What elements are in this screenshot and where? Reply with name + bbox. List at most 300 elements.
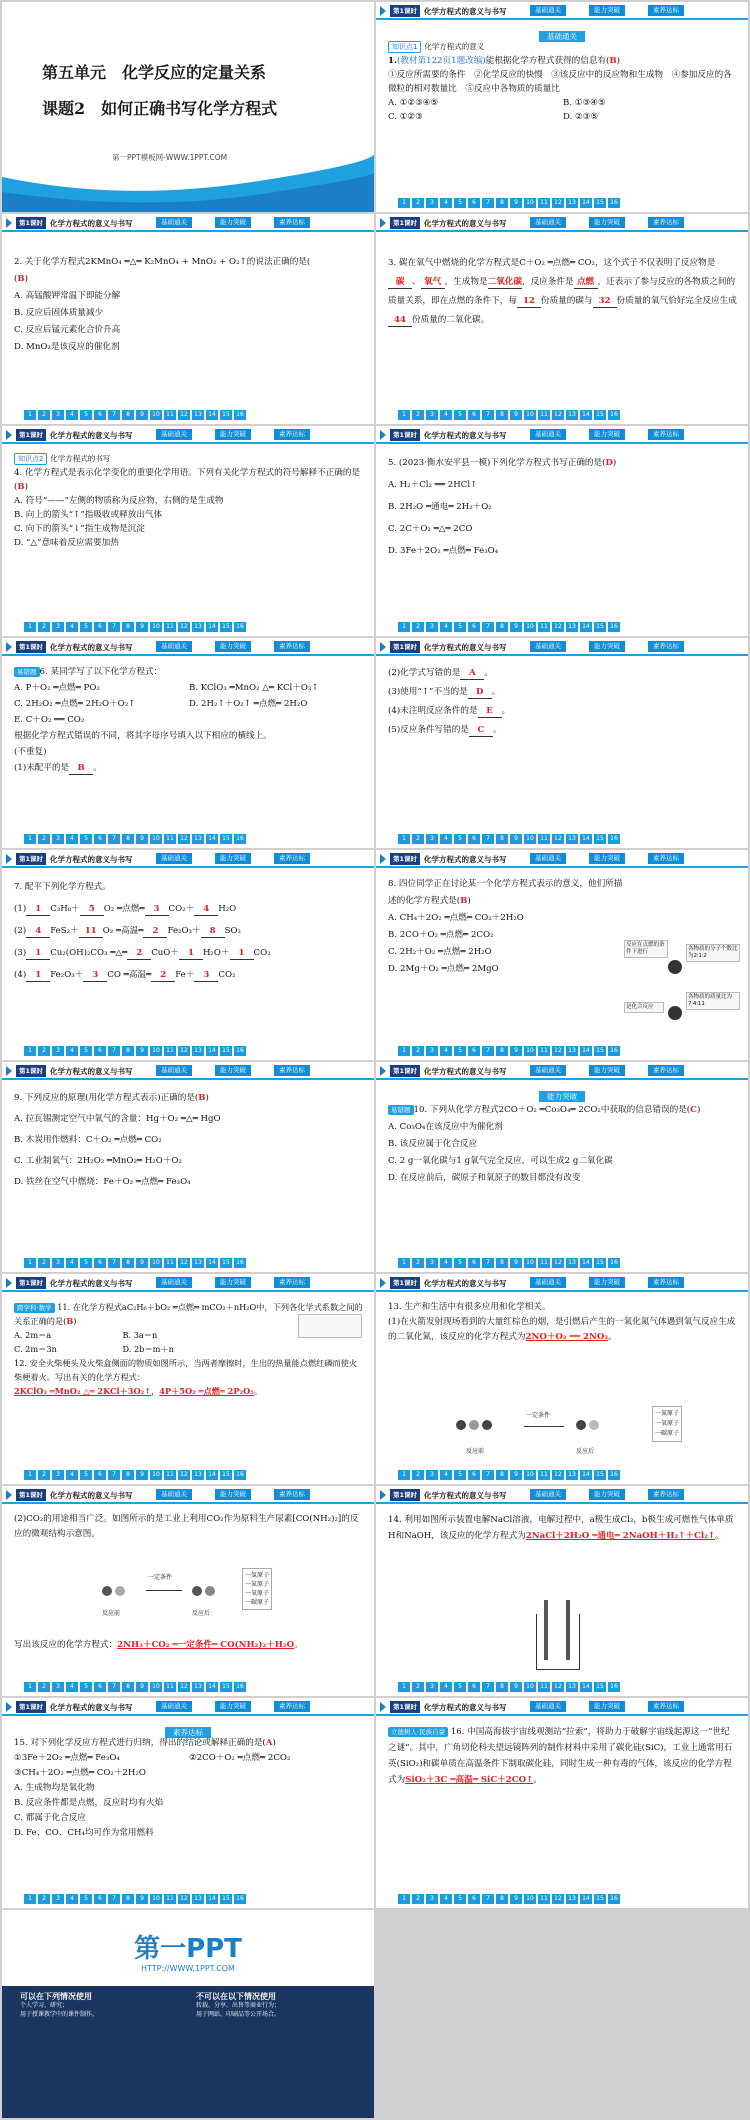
page-button[interactable]: 8 <box>122 410 134 420</box>
page-button[interactable]: 7 <box>482 1682 494 1692</box>
page-button[interactable]: 7 <box>108 622 120 632</box>
page-button[interactable]: 1 <box>398 1046 410 1056</box>
page-button[interactable]: 2 <box>38 834 50 844</box>
page-button[interactable]: 7 <box>482 622 494 632</box>
tab-basic[interactable]: 基础通关 <box>530 1489 566 1500</box>
page-button[interactable]: 7 <box>482 1470 494 1480</box>
tab-ability[interactable]: 能力突破 <box>589 1701 625 1712</box>
page-button[interactable]: 7 <box>482 834 494 844</box>
page-button[interactable]: 1 <box>24 1046 36 1056</box>
page-button[interactable]: 13 <box>566 1046 578 1056</box>
page-button[interactable]: 11 <box>164 1258 176 1268</box>
page-button[interactable]: 8 <box>496 622 508 632</box>
page-button[interactable]: 10 <box>150 1046 162 1056</box>
page-button[interactable]: 6 <box>94 1894 106 1904</box>
page-button[interactable]: 15 <box>220 410 232 420</box>
page-button[interactable]: 6 <box>468 1258 480 1268</box>
page-button[interactable]: 13 <box>192 1046 204 1056</box>
page-button[interactable]: 15 <box>594 1894 606 1904</box>
page-button[interactable]: 14 <box>206 1894 218 1904</box>
page-button[interactable]: 3 <box>426 410 438 420</box>
tab-basic[interactable]: 基础通关 <box>156 1065 192 1076</box>
page-button[interactable]: 15 <box>594 410 606 420</box>
page-button[interactable]: 5 <box>454 1682 466 1692</box>
page-button[interactable]: 1 <box>398 198 410 208</box>
page-button[interactable]: 6 <box>94 1258 106 1268</box>
page-button[interactable]: 14 <box>580 1682 592 1692</box>
tab-literacy[interactable]: 素养达标 <box>274 1277 310 1288</box>
page-button[interactable]: 13 <box>566 1470 578 1480</box>
page-button[interactable]: 14 <box>206 1470 218 1480</box>
page-button[interactable]: 3 <box>426 1894 438 1904</box>
page-button[interactable]: 13 <box>566 622 578 632</box>
page-button[interactable]: 14 <box>580 1894 592 1904</box>
page-button[interactable]: 7 <box>482 410 494 420</box>
page-button[interactable]: 11 <box>538 622 550 632</box>
page-button[interactable]: 9 <box>136 1258 148 1268</box>
page-button[interactable]: 11 <box>164 622 176 632</box>
page-button[interactable]: 10 <box>150 1470 162 1480</box>
page-button[interactable]: 13 <box>192 1470 204 1480</box>
page-button[interactable]: 9 <box>510 1470 522 1480</box>
page-button[interactable]: 10 <box>524 1046 536 1056</box>
page-button[interactable]: 9 <box>510 198 522 208</box>
page-button[interactable]: 16 <box>234 1046 246 1056</box>
page-button[interactable]: 1 <box>24 1894 36 1904</box>
page-button[interactable]: 3 <box>52 410 64 420</box>
tab-basic[interactable]: 基础通关 <box>530 641 566 652</box>
page-button[interactable]: 16 <box>234 1682 246 1692</box>
page-button[interactable]: 2 <box>38 1894 50 1904</box>
page-button[interactable]: 12 <box>178 1046 190 1056</box>
tab-basic[interactable]: 基础通关 <box>156 853 192 864</box>
page-button[interactable]: 3 <box>52 1046 64 1056</box>
tab-literacy[interactable]: 素养达标 <box>274 641 310 652</box>
page-button[interactable]: 15 <box>220 1258 232 1268</box>
tab-basic[interactable]: 基础通关 <box>156 429 192 440</box>
page-button[interactable]: 14 <box>206 622 218 632</box>
page-button[interactable]: 10 <box>524 622 536 632</box>
page-button[interactable]: 11 <box>164 1894 176 1904</box>
page-button[interactable]: 9 <box>510 834 522 844</box>
page-button[interactable]: 15 <box>594 1682 606 1692</box>
page-button[interactable]: 4 <box>440 834 452 844</box>
tab-basic[interactable]: 基础通关 <box>530 429 566 440</box>
tab-ability[interactable]: 能力突破 <box>589 5 625 16</box>
page-button[interactable]: 1 <box>24 1470 36 1480</box>
tab-literacy[interactable]: 素养达标 <box>648 1489 684 1500</box>
page-button[interactable]: 14 <box>580 622 592 632</box>
tab-ability[interactable]: 能力突破 <box>215 853 251 864</box>
page-button[interactable]: 15 <box>220 834 232 844</box>
page-button[interactable]: 13 <box>192 622 204 632</box>
page-button[interactable]: 8 <box>496 410 508 420</box>
page-button[interactable]: 9 <box>510 1682 522 1692</box>
page-button[interactable]: 1 <box>24 834 36 844</box>
page-button[interactable]: 16 <box>234 622 246 632</box>
page-button[interactable]: 16 <box>608 1258 620 1268</box>
page-button[interactable]: 3 <box>52 622 64 632</box>
page-button[interactable]: 7 <box>108 1470 120 1480</box>
page-button[interactable]: 14 <box>206 1046 218 1056</box>
page-button[interactable]: 9 <box>136 1894 148 1904</box>
page-button[interactable]: 2 <box>38 1046 50 1056</box>
page-button[interactable]: 3 <box>426 198 438 208</box>
page-button[interactable]: 4 <box>66 1894 78 1904</box>
page-button[interactable]: 3 <box>426 622 438 632</box>
page-button[interactable]: 6 <box>94 1470 106 1480</box>
page-button[interactable]: 8 <box>496 1894 508 1904</box>
tab-ability[interactable]: 能力突破 <box>215 1065 251 1076</box>
page-button[interactable]: 13 <box>566 1258 578 1268</box>
page-button[interactable]: 3 <box>426 1470 438 1480</box>
tab-basic[interactable]: 基础通关 <box>156 641 192 652</box>
page-button[interactable]: 4 <box>66 1682 78 1692</box>
page-button[interactable]: 5 <box>454 834 466 844</box>
tab-basic[interactable]: 基础通关 <box>530 1065 566 1076</box>
page-button[interactable]: 5 <box>80 1258 92 1268</box>
page-button[interactable]: 4 <box>440 1258 452 1268</box>
page-button[interactable]: 2 <box>412 1258 424 1268</box>
tab-literacy[interactable]: 素养达标 <box>274 429 310 440</box>
tab-ability[interactable]: 能力突破 <box>215 1489 251 1500</box>
page-button[interactable]: 11 <box>538 1894 550 1904</box>
page-button[interactable]: 13 <box>566 1682 578 1692</box>
page-button[interactable]: 15 <box>220 622 232 632</box>
page-button[interactable]: 16 <box>234 1258 246 1268</box>
page-button[interactable]: 2 <box>412 622 424 632</box>
page-button[interactable]: 13 <box>192 1894 204 1904</box>
page-button[interactable]: 2 <box>412 1682 424 1692</box>
page-button[interactable]: 12 <box>552 1046 564 1056</box>
page-button[interactable]: 4 <box>440 410 452 420</box>
tab-literacy[interactable]: 素养达标 <box>648 1065 684 1076</box>
page-button[interactable]: 1 <box>398 1682 410 1692</box>
page-button[interactable]: 8 <box>122 1470 134 1480</box>
tab-basic[interactable]: 基础通关 <box>156 1489 192 1500</box>
tab-literacy[interactable]: 素养达标 <box>274 1701 310 1712</box>
page-button[interactable]: 7 <box>108 834 120 844</box>
page-button[interactable]: 12 <box>552 1682 564 1692</box>
tab-basic[interactable]: 基础通关 <box>530 217 566 228</box>
page-button[interactable]: 6 <box>94 410 106 420</box>
page-button[interactable]: 8 <box>122 1258 134 1268</box>
page-button[interactable]: 11 <box>164 1046 176 1056</box>
tab-ability[interactable]: 能力突破 <box>589 853 625 864</box>
page-button[interactable]: 3 <box>426 1682 438 1692</box>
page-button[interactable]: 15 <box>594 834 606 844</box>
page-button[interactable]: 14 <box>206 410 218 420</box>
page-button[interactable]: 12 <box>178 410 190 420</box>
page-button[interactable]: 16 <box>608 622 620 632</box>
page-button[interactable]: 1 <box>398 622 410 632</box>
page-button[interactable]: 14 <box>580 198 592 208</box>
page-button[interactable]: 1 <box>24 1258 36 1268</box>
page-button[interactable]: 8 <box>496 198 508 208</box>
page-button[interactable]: 6 <box>94 1046 106 1056</box>
page-button[interactable]: 14 <box>206 1258 218 1268</box>
page-button[interactable]: 12 <box>552 834 564 844</box>
page-button[interactable]: 6 <box>468 410 480 420</box>
tab-basic[interactable]: 基础通关 <box>156 217 192 228</box>
page-button[interactable]: 10 <box>150 410 162 420</box>
page-button[interactable]: 9 <box>136 622 148 632</box>
page-button[interactable]: 12 <box>552 410 564 420</box>
page-button[interactable]: 1 <box>398 1470 410 1480</box>
page-button[interactable]: 7 <box>482 1258 494 1268</box>
page-button[interactable]: 9 <box>510 410 522 420</box>
page-button[interactable]: 3 <box>52 1258 64 1268</box>
tab-basic[interactable]: 基础通关 <box>530 1701 566 1712</box>
page-button[interactable]: 10 <box>150 1682 162 1692</box>
page-button[interactable]: 14 <box>580 834 592 844</box>
page-button[interactable]: 13 <box>566 1894 578 1904</box>
page-button[interactable]: 7 <box>108 1258 120 1268</box>
page-button[interactable]: 3 <box>52 1470 64 1480</box>
page-button[interactable]: 8 <box>496 1046 508 1056</box>
page-button[interactable]: 14 <box>206 834 218 844</box>
page-button[interactable]: 6 <box>468 1682 480 1692</box>
page-button[interactable]: 15 <box>220 1682 232 1692</box>
page-button[interactable]: 7 <box>482 1894 494 1904</box>
page-button[interactable]: 2 <box>412 834 424 844</box>
page-button[interactable]: 5 <box>80 1894 92 1904</box>
page-button[interactable]: 5 <box>80 622 92 632</box>
tab-literacy[interactable]: 素养达标 <box>274 1489 310 1500</box>
page-button[interactable]: 4 <box>440 622 452 632</box>
page-button[interactable]: 15 <box>220 1894 232 1904</box>
page-button[interactable]: 6 <box>94 622 106 632</box>
tab-literacy[interactable]: 素养达标 <box>648 217 684 228</box>
page-button[interactable]: 16 <box>608 410 620 420</box>
tab-ability[interactable]: 能力突破 <box>215 429 251 440</box>
page-button[interactable]: 4 <box>66 622 78 632</box>
page-button[interactable]: 7 <box>108 1046 120 1056</box>
page-button[interactable]: 16 <box>234 1470 246 1480</box>
page-button[interactable]: 2 <box>412 1894 424 1904</box>
page-button[interactable]: 14 <box>580 1470 592 1480</box>
page-button[interactable]: 12 <box>178 622 190 632</box>
page-button[interactable]: 12 <box>552 1470 564 1480</box>
page-button[interactable]: 8 <box>122 1046 134 1056</box>
page-button[interactable]: 16 <box>608 1470 620 1480</box>
page-button[interactable]: 13 <box>192 410 204 420</box>
page-button[interactable]: 10 <box>524 1258 536 1268</box>
page-button[interactable]: 14 <box>580 1046 592 1056</box>
page-button[interactable]: 6 <box>468 622 480 632</box>
page-button[interactable]: 4 <box>440 1470 452 1480</box>
page-button[interactable]: 12 <box>178 1682 190 1692</box>
page-button[interactable]: 9 <box>510 1894 522 1904</box>
page-button[interactable]: 8 <box>496 1682 508 1692</box>
page-button[interactable]: 7 <box>108 1894 120 1904</box>
page-button[interactable]: 16 <box>608 834 620 844</box>
page-button[interactable]: 6 <box>468 1894 480 1904</box>
page-button[interactable]: 10 <box>150 834 162 844</box>
tab-literacy[interactable]: 素养达标 <box>274 853 310 864</box>
page-button[interactable]: 11 <box>538 1046 550 1056</box>
page-button[interactable]: 12 <box>552 1894 564 1904</box>
page-button[interactable]: 1 <box>24 622 36 632</box>
tab-literacy[interactable]: 素养达标 <box>274 217 310 228</box>
page-button[interactable]: 10 <box>524 1894 536 1904</box>
page-button[interactable]: 1 <box>398 834 410 844</box>
page-button[interactable]: 5 <box>80 1470 92 1480</box>
page-button[interactable]: 5 <box>80 834 92 844</box>
page-button[interactable]: 2 <box>38 1258 50 1268</box>
page-button[interactable]: 4 <box>440 1894 452 1904</box>
page-button[interactable]: 2 <box>38 410 50 420</box>
page-button[interactable]: 7 <box>108 1682 120 1692</box>
page-button[interactable]: 7 <box>482 1046 494 1056</box>
page-button[interactable]: 1 <box>398 410 410 420</box>
page-button[interactable]: 11 <box>538 1258 550 1268</box>
page-button[interactable]: 15 <box>594 1046 606 1056</box>
page-button[interactable]: 8 <box>122 834 134 844</box>
page-button[interactable]: 12 <box>178 1894 190 1904</box>
page-button[interactable]: 5 <box>454 1258 466 1268</box>
page-button[interactable]: 9 <box>136 410 148 420</box>
tab-literacy[interactable]: 素养达标 <box>648 1277 684 1288</box>
page-button[interactable]: 3 <box>426 1046 438 1056</box>
page-button[interactable]: 10 <box>524 198 536 208</box>
tab-ability[interactable]: 能力突破 <box>589 641 625 652</box>
page-button[interactable]: 8 <box>122 1682 134 1692</box>
page-button[interactable]: 6 <box>468 1046 480 1056</box>
tab-basic[interactable]: 基础通关 <box>156 1701 192 1712</box>
tab-basic[interactable]: 基础通关 <box>156 1277 192 1288</box>
page-button[interactable]: 2 <box>38 1470 50 1480</box>
page-button[interactable]: 16 <box>234 834 246 844</box>
page-button[interactable]: 16 <box>234 1894 246 1904</box>
tab-literacy[interactable]: 素养达标 <box>648 1701 684 1712</box>
page-button[interactable]: 3 <box>52 1894 64 1904</box>
page-button[interactable]: 1 <box>24 1682 36 1692</box>
page-button[interactable]: 5 <box>80 1682 92 1692</box>
page-button[interactable]: 11 <box>164 1470 176 1480</box>
tab-basic[interactable]: 基础通关 <box>530 5 566 16</box>
page-button[interactable]: 10 <box>150 622 162 632</box>
page-button[interactable]: 16 <box>608 1046 620 1056</box>
page-button[interactable]: 7 <box>482 198 494 208</box>
page-button[interactable]: 8 <box>496 1470 508 1480</box>
page-button[interactable]: 8 <box>122 1894 134 1904</box>
tab-literacy[interactable]: 素养达标 <box>648 429 684 440</box>
page-button[interactable]: 11 <box>164 410 176 420</box>
page-button[interactable]: 1 <box>398 1258 410 1268</box>
page-button[interactable]: 12 <box>178 1470 190 1480</box>
page-button[interactable]: 16 <box>234 410 246 420</box>
tab-basic[interactable]: 基础通关 <box>530 853 566 864</box>
page-button[interactable]: 14 <box>580 1258 592 1268</box>
tab-ability[interactable]: 能力突破 <box>589 1489 625 1500</box>
page-button[interactable]: 11 <box>538 1682 550 1692</box>
page-button[interactable]: 4 <box>66 1470 78 1480</box>
page-button[interactable]: 8 <box>496 1258 508 1268</box>
page-button[interactable]: 9 <box>510 1258 522 1268</box>
tab-ability[interactable]: 能力突破 <box>215 1701 251 1712</box>
tab-ability[interactable]: 能力突破 <box>215 641 251 652</box>
page-button[interactable]: 1 <box>24 410 36 420</box>
page-button[interactable]: 4 <box>66 1046 78 1056</box>
page-button[interactable]: 6 <box>468 1470 480 1480</box>
page-button[interactable]: 6 <box>468 198 480 208</box>
page-button[interactable]: 11 <box>164 1682 176 1692</box>
tab-literacy[interactable]: 素养达标 <box>648 5 684 16</box>
page-button[interactable]: 15 <box>594 1258 606 1268</box>
page-button[interactable]: 4 <box>440 1682 452 1692</box>
tab-literacy[interactable]: 素养达标 <box>648 641 684 652</box>
page-button[interactable]: 12 <box>178 1258 190 1268</box>
page-button[interactable]: 10 <box>150 1894 162 1904</box>
tab-ability[interactable]: 能力突破 <box>589 1277 625 1288</box>
page-button[interactable]: 2 <box>38 622 50 632</box>
page-button[interactable]: 5 <box>454 410 466 420</box>
page-button[interactable]: 9 <box>510 1046 522 1056</box>
page-button[interactable]: 14 <box>206 1682 218 1692</box>
page-button[interactable]: 5 <box>454 1046 466 1056</box>
page-button[interactable]: 13 <box>566 834 578 844</box>
page-button[interactable]: 10 <box>150 1258 162 1268</box>
tab-literacy[interactable]: 素养达标 <box>648 853 684 864</box>
page-button[interactable]: 13 <box>192 834 204 844</box>
page-button[interactable]: 9 <box>510 622 522 632</box>
page-button[interactable]: 6 <box>94 1682 106 1692</box>
page-button[interactable]: 15 <box>594 198 606 208</box>
page-button[interactable]: 4 <box>440 198 452 208</box>
page-button[interactable]: 15 <box>220 1470 232 1480</box>
page-button[interactable]: 16 <box>608 198 620 208</box>
tab-literacy[interactable]: 素养达标 <box>274 1065 310 1076</box>
page-button[interactable]: 2 <box>38 1682 50 1692</box>
page-button[interactable]: 3 <box>52 834 64 844</box>
page-button[interactable]: 15 <box>220 1046 232 1056</box>
page-button[interactable]: 10 <box>524 1470 536 1480</box>
page-button[interactable]: 10 <box>524 834 536 844</box>
page-button[interactable]: 5 <box>454 198 466 208</box>
page-button[interactable]: 5 <box>80 1046 92 1056</box>
page-button[interactable]: 13 <box>192 1682 204 1692</box>
page-button[interactable]: 11 <box>538 198 550 208</box>
page-button[interactable]: 12 <box>178 834 190 844</box>
page-button[interactable]: 2 <box>412 1470 424 1480</box>
page-button[interactable]: 11 <box>538 1470 550 1480</box>
page-button[interactable]: 16 <box>608 1682 620 1692</box>
page-button[interactable]: 12 <box>552 622 564 632</box>
page-button[interactable]: 15 <box>594 1470 606 1480</box>
page-button[interactable]: 6 <box>468 834 480 844</box>
page-button[interactable]: 16 <box>608 1894 620 1904</box>
tab-ability[interactable]: 能力突破 <box>589 217 625 228</box>
tab-ability[interactable]: 能力突破 <box>215 217 251 228</box>
page-button[interactable]: 9 <box>136 1682 148 1692</box>
page-button[interactable]: 13 <box>566 410 578 420</box>
page-button[interactable]: 10 <box>524 1682 536 1692</box>
tab-ability[interactable]: 能力突破 <box>215 1277 251 1288</box>
page-button[interactable]: 2 <box>412 1046 424 1056</box>
page-button[interactable]: 10 <box>524 410 536 420</box>
page-button[interactable]: 12 <box>552 1258 564 1268</box>
page-button[interactable]: 2 <box>412 198 424 208</box>
page-button[interactable]: 3 <box>52 1682 64 1692</box>
page-button[interactable]: 4 <box>66 410 78 420</box>
page-button[interactable]: 2 <box>412 410 424 420</box>
page-button[interactable]: 5 <box>454 622 466 632</box>
page-button[interactable]: 11 <box>538 410 550 420</box>
page-button[interactable]: 8 <box>496 834 508 844</box>
page-button[interactable]: 5 <box>80 410 92 420</box>
page-button[interactable]: 9 <box>136 1470 148 1480</box>
